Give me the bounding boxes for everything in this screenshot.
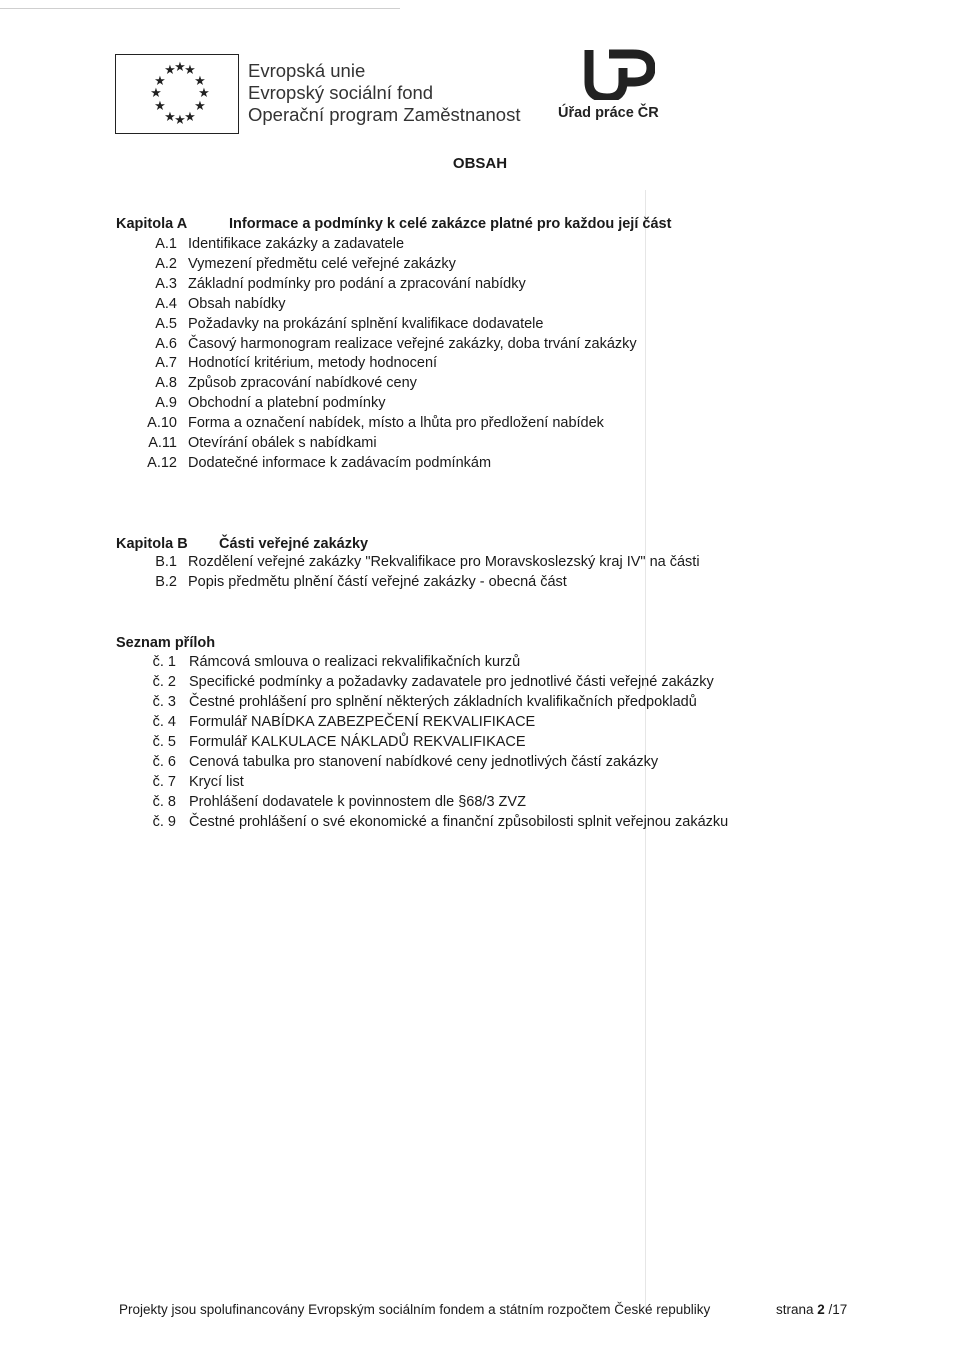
page-total: /17 — [824, 1302, 848, 1317]
page-number — [776, 1302, 847, 1317]
attachment-item-text: Čestné prohlášení o své ekonomické a finanční způsobilosti splnit veřejnou zakázku — [189, 814, 729, 830]
svg-text:★: ★ — [164, 63, 176, 78]
page-current: 2 — [817, 1302, 825, 1317]
attachment-item-text: Krycí list — [189, 774, 244, 790]
chapter-a-item-text: Hodnotící kritérium, metody hodnocení — [188, 355, 438, 372]
chapter-b-heading: Části veřejné zakázky — [219, 536, 369, 552]
attachment-item-number: č. 6 — [152, 754, 176, 770]
svg-text:★: ★ — [198, 86, 210, 101]
chapter-a-item-text: Časový harmonogram realizace veřejné zakázky, doba trvání zakázky — [188, 335, 637, 352]
svg-text:★: ★ — [184, 110, 196, 125]
attachment-item-number: č. 3 — [152, 694, 176, 710]
chapter-a-item-number: A.4 — [155, 295, 177, 312]
chapter-a-item-number: A.3 — [155, 275, 177, 292]
chapter-a-item-text: Požadavky na prokázání splnění kvalifikace dodavatele — [188, 315, 544, 332]
attachment-item-number: č. 1 — [152, 654, 176, 670]
chapter-b-item-number: B.2 — [155, 574, 177, 590]
attachments-title: Seznam příloh — [116, 635, 216, 651]
svg-text:★: ★ — [194, 74, 206, 89]
urad-prace-label: Úřad práce ČR — [558, 105, 659, 121]
attachment-item-text: Čestné prohlášení pro splnění některých základních kvalifikačních předpokladů — [189, 694, 697, 710]
attachment-item-number: č. 5 — [152, 734, 176, 750]
eu-line: Evropský sociální fond — [248, 82, 434, 103]
chapter-a-item-number: A.5 — [155, 315, 177, 332]
chapter-b-title — [116, 536, 369, 552]
svg-text:★: ★ — [150, 86, 162, 101]
scan-top-line — [0, 8, 400, 9]
chapter-a-item-number: A.6 — [155, 335, 177, 352]
urad-prace-logo-icon — [583, 48, 655, 100]
footer-note: Projekty jsou spolufinancovány Evropským sociálním fondem a státním rozpočtem České republiky — [119, 1302, 711, 1317]
page-title: OBSAH — [452, 155, 508, 172]
attachment-item-text: Formulář NABÍDKA ZABEZPEČENÍ REKVALIFIKACE — [189, 714, 536, 730]
eu-line: Evropská unie — [248, 60, 366, 81]
attachment-item-text: Formulář KALKULACE NÁKLADŮ REKVALIFIKACE — [189, 734, 526, 750]
attachment-item-number: č. 4 — [152, 714, 176, 730]
chapter-a-item-text: Otevírání obálek s nabídkami — [188, 435, 377, 451]
chapter-a-item-number: A.8 — [155, 375, 177, 392]
chapter-a-item-number: A.7 — [155, 355, 177, 372]
chapter-a-item-number: A.2 — [155, 255, 177, 272]
svg-text:★: ★ — [194, 99, 206, 114]
svg-text:★: ★ — [164, 110, 176, 125]
attachment-item-number: č. 8 — [152, 794, 176, 810]
chapter-a-item-number: A.12 — [147, 454, 177, 471]
scan-artifact-line — [645, 190, 646, 1310]
attachment-item-text: Specifické podmínky a požadavky zadavatele pro jednotlivé části veřejné zakázky — [189, 674, 714, 690]
chapter-a-item-text: Vymezení předmětu celé veřejné zakázky — [188, 255, 456, 272]
chapter-a-item-number: A.1 — [155, 236, 177, 252]
chapter-a-item-text: Obsah nabídky — [188, 295, 286, 312]
svg-text:★: ★ — [174, 113, 186, 128]
attachment-item-text: Prohlášení dodavatele k povinnostem dle §68/3 ZVZ — [189, 794, 526, 810]
svg-text:★: ★ — [154, 99, 166, 114]
svg-text:★: ★ — [154, 74, 166, 89]
chapter-a-item-number: A.9 — [155, 395, 177, 412]
chapter-a-heading: Informace a podmínky k celé zakázce platné pro každou její část — [229, 216, 672, 232]
svg-text:★: ★ — [184, 63, 196, 78]
chapter-b-item-text: Rozdělení veřejné zakázky "Rekvalifikace pro Moravskoslezský kraj IV" na části — [188, 554, 700, 570]
attachment-item-number: č. 7 — [152, 774, 176, 790]
chapter-a-item-number: A.10 — [147, 415, 177, 432]
svg-text:★: ★ — [174, 60, 186, 75]
eu-line: Operační program Zaměstnanost — [248, 104, 521, 125]
attachment-item-text: Rámcová smlouva o realizaci rekvalifikačních kurzů — [189, 654, 521, 670]
chapter-b-item-text: Popis předmětu plnění částí veřejné zakázky - obecná část — [188, 574, 567, 590]
attachment-item-number: č. 2 — [152, 674, 176, 690]
chapter-a-item-text: Způsob zpracování nabídkové ceny — [188, 375, 417, 392]
chapter-a-item-text: Dodatečné informace k zadávacím podmínkám — [188, 454, 492, 471]
chapter-b-label: Kapitola B — [116, 536, 188, 552]
eu-flag-logo — [115, 54, 239, 134]
chapter-a-item-text: Identifikace zakázky a zadavatele — [188, 236, 405, 252]
chapter-b-item-number: B.1 — [155, 554, 177, 570]
chapter-a-item-number: A.11 — [148, 435, 177, 451]
chapter-a-item-text: Obchodní a platební podmínky — [188, 395, 386, 412]
eu-stars-icon — [116, 55, 240, 135]
chapter-a-item-text: Forma a označení nabídek, místo a lhůta pro předložení nabídek — [188, 415, 604, 432]
chapter-a-label: Kapitola A — [116, 216, 188, 232]
chapter-a-title — [116, 216, 672, 232]
chapter-a-item-text: Základní podmínky pro podání a zpracování nabídky — [188, 275, 526, 292]
eu-program-text — [248, 60, 521, 126]
attachment-item-text: Cenová tabulka pro stanovení nabídkové ceny jednotlivých částí zakázky — [189, 754, 659, 770]
page-prefix: strana — [776, 1302, 818, 1317]
attachment-item-number: č. 9 — [152, 814, 176, 830]
